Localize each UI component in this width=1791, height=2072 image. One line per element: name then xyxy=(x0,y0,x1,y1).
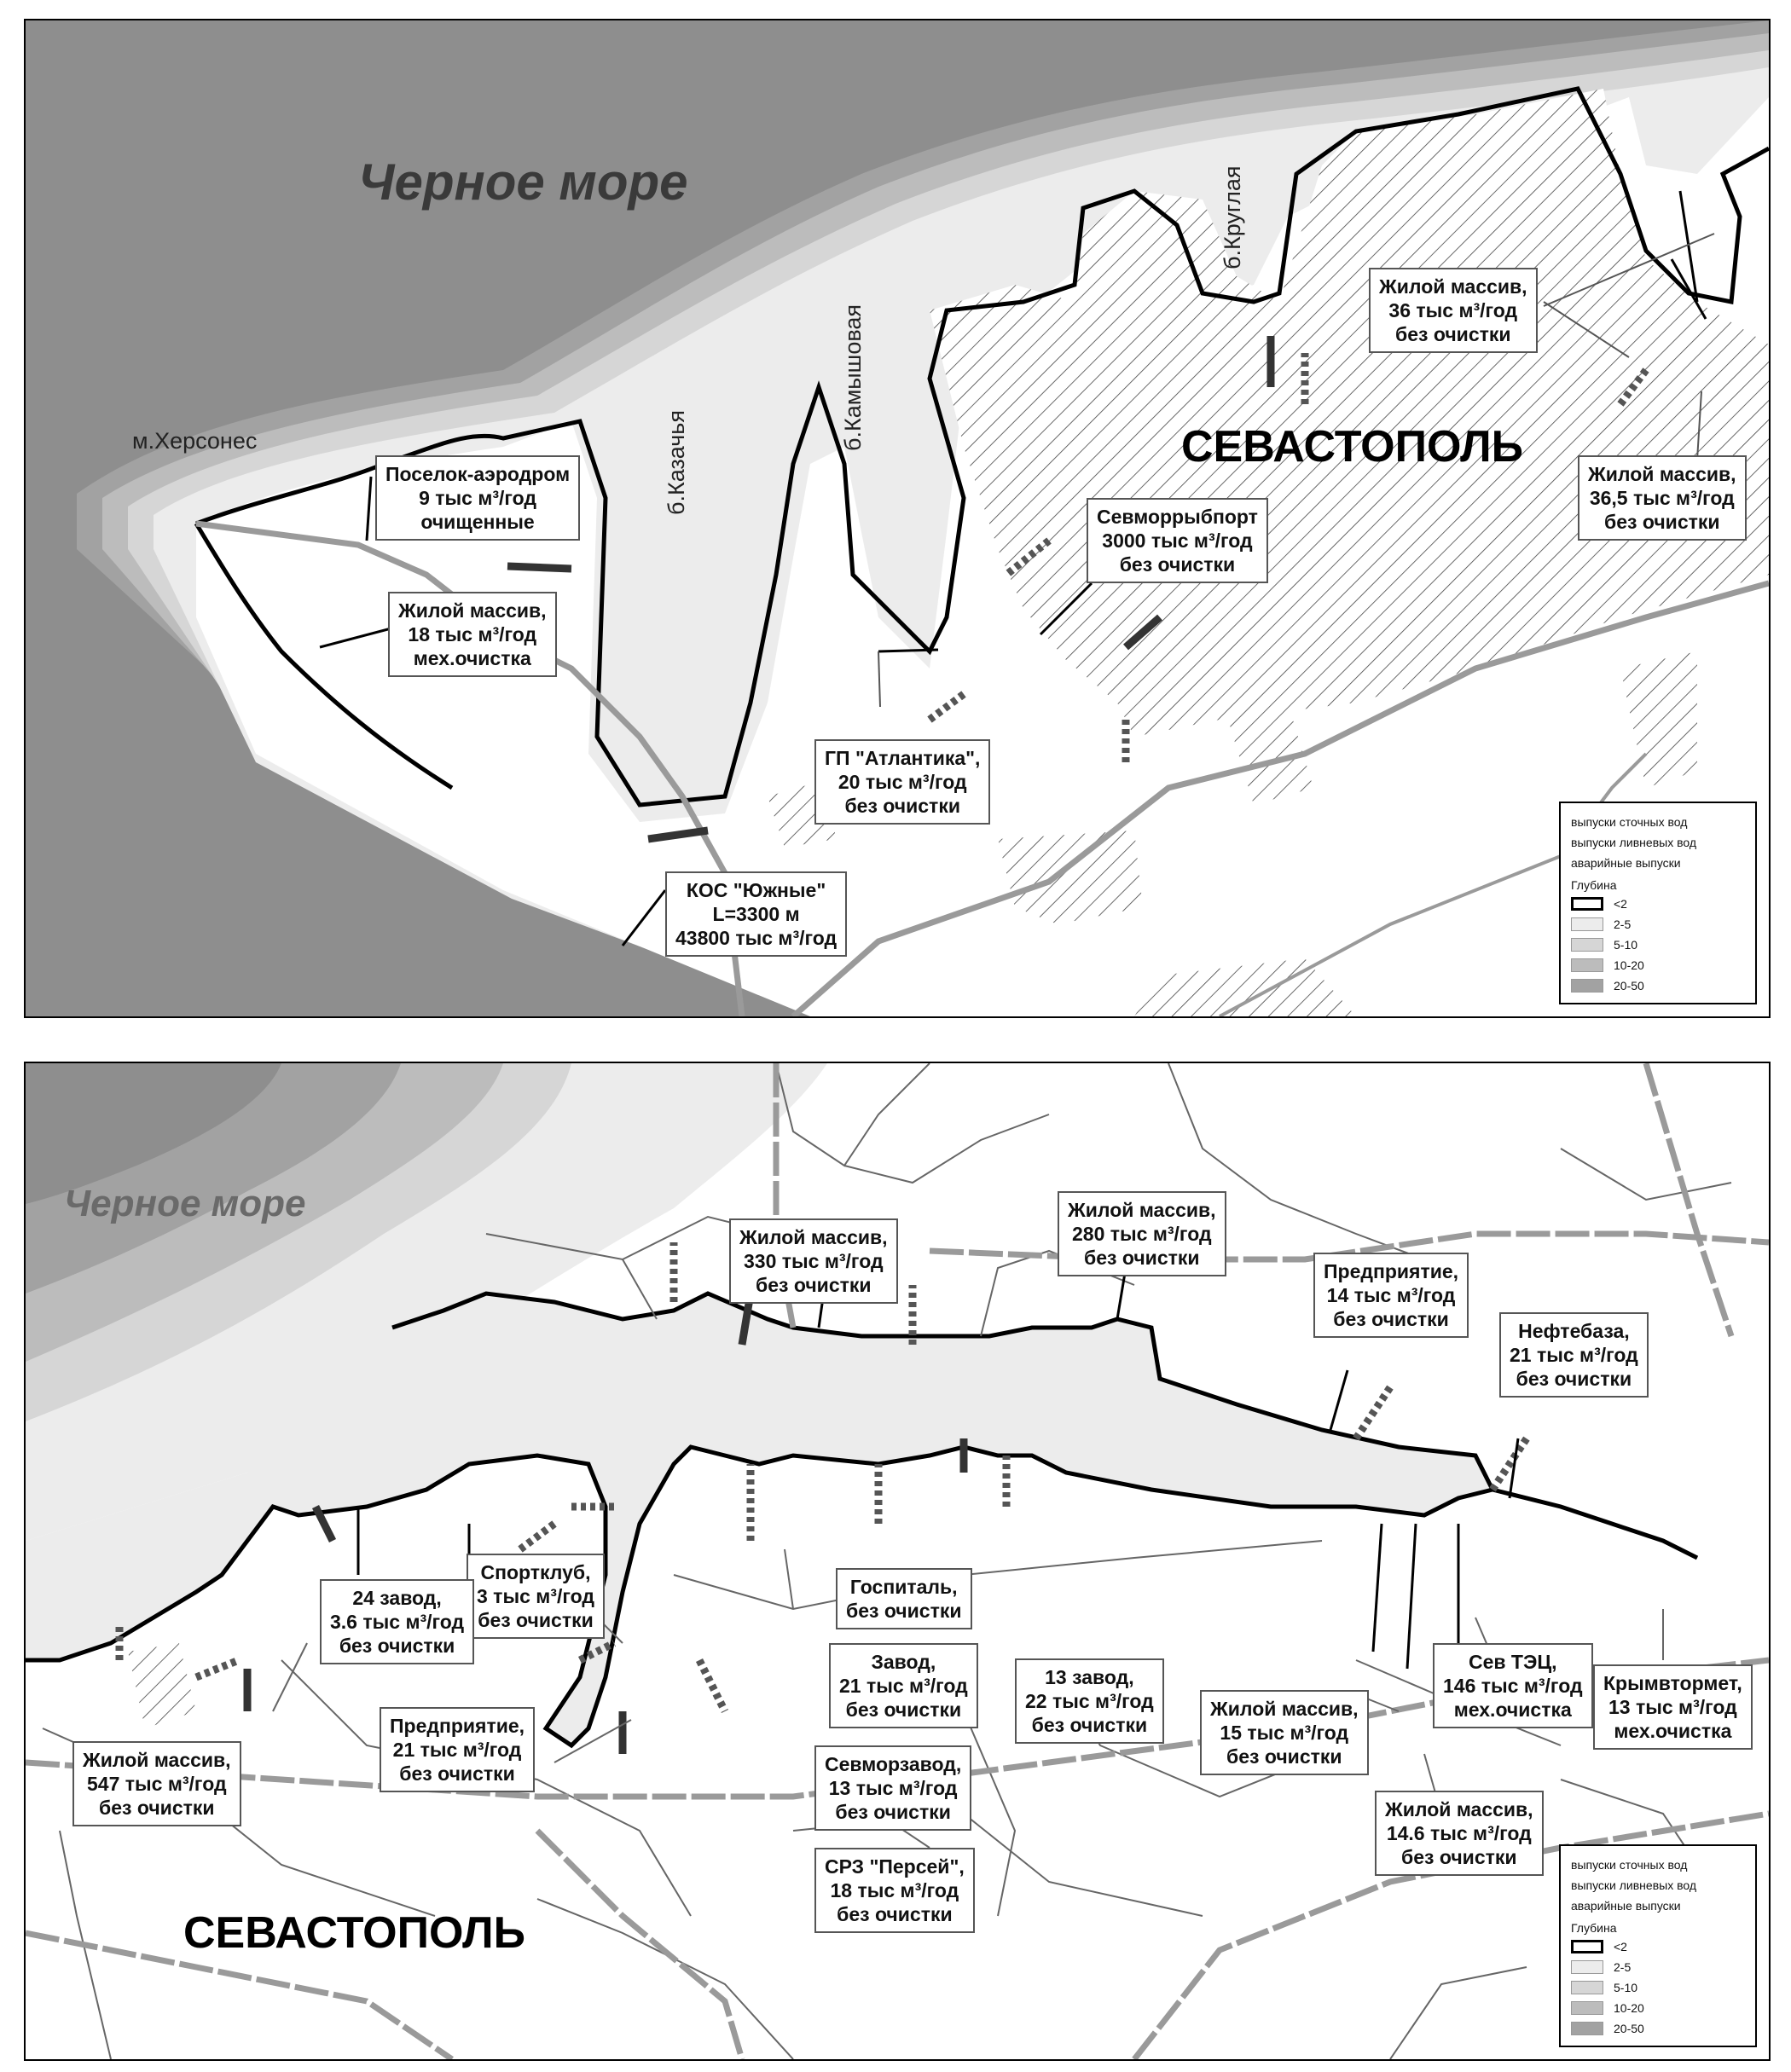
legend-item-storm: выпуски ливневых вод xyxy=(1571,1875,1747,1895)
legend-depth-3: 10-20 xyxy=(1571,955,1747,975)
legend-top xyxy=(1559,802,1757,1004)
legend-depth-title: Глубина xyxy=(1571,1921,1617,1935)
legend-depth-0: <2 xyxy=(1571,894,1747,914)
callout-atlantika: ГП "Атлантика", 20 тыс м³/год без очистки xyxy=(814,739,990,825)
callout-residential-14-6: Жилой массив, 14.6 тыс м³/год без очистки xyxy=(1375,1791,1544,1876)
place-kazachya: б.Казачья xyxy=(664,410,689,515)
callout-residential-280: Жилой массив, 280 тыс м³/год без очистки xyxy=(1058,1191,1226,1276)
map-bottom xyxy=(24,1062,1771,2061)
legend-depth-1: 2-5 xyxy=(1571,914,1747,935)
legend-depth-0: <2 xyxy=(1571,1936,1747,1957)
city-label: СЕВАСТОПОЛЬ xyxy=(1181,422,1524,472)
legend-bottom xyxy=(1559,1844,1757,2047)
callout-enterprise-14: Предприятие, 14 тыс м³/год без очистки xyxy=(1313,1253,1469,1338)
sea-title: Черное море xyxy=(64,1183,306,1224)
callout-zavod-24: 24 завод, 3.6 тыс м³/год без очистки xyxy=(320,1579,474,1664)
callout-residential-18: Жилой массив, 18 тыс м³/год мех.очистка xyxy=(388,592,557,677)
legend-depth-4: 20-50 xyxy=(1571,2018,1747,2039)
callout-enterprise-21: Предприятие, 21 тыс м³/год без очистки xyxy=(380,1707,535,1792)
callout-sevmorzavod: Севморзавод, 13 тыс м³/год без очистки xyxy=(814,1745,971,1831)
callout-residential-330: Жилой массив, 330 тыс м³/год без очистки xyxy=(729,1218,898,1304)
legend-item-emergency: аварийные выпуски xyxy=(1571,1895,1747,1916)
legend-item-sewage: выпуски сточных вод xyxy=(1571,812,1747,832)
callout-sevmorrybport: Севморрыбпорт 3000 тыс м³/год без очистки xyxy=(1087,498,1268,583)
emergency-arrow-icon xyxy=(1561,1846,1771,2061)
place-kruglaya: б.Круглая xyxy=(1220,165,1245,269)
callout-zavod-21: Завод, 21 тыс м³/год без очистки xyxy=(829,1643,978,1728)
map-top-canvas xyxy=(26,20,1769,1016)
callout-sportclub: Спортклуб, 3 тыс м³/год без очистки xyxy=(467,1554,605,1639)
legend-depth-1: 2-5 xyxy=(1571,1957,1747,1977)
callout-zavod-13: 13 завод, 22 тыс м³/год без очистки xyxy=(1015,1658,1164,1744)
legend-item-emergency: аварийные выпуски xyxy=(1571,853,1747,873)
emergency-arrow-icon xyxy=(1561,803,1771,1018)
place-kamyshovaya: б.Камышовая xyxy=(840,304,866,451)
legend-depth-2: 5-10 xyxy=(1571,1977,1747,1998)
map-top xyxy=(24,19,1771,1018)
legend-item-storm: выпуски ливневых вод xyxy=(1571,832,1747,853)
callout-residential-36-5: Жилой массив, 36,5 тыс м³/год без очистки xyxy=(1578,455,1747,541)
callout-krymvtormet: Крымвтормет, 13 тыс м³/год мех.очистка xyxy=(1593,1664,1753,1750)
callout-residential-36: Жилой массив, 36 тыс м³/год без очистки xyxy=(1369,268,1538,353)
legend-depth-3: 10-20 xyxy=(1571,1998,1747,2018)
callout-sev-tec: Сев ТЭЦ, 146 тыс м³/год мех.очистка xyxy=(1433,1643,1593,1728)
callout-neftebaza: Нефтебаза, 21 тыс м³/год без очистки xyxy=(1499,1312,1649,1398)
callout-hospital: Госпиталь, без очистки xyxy=(836,1568,972,1629)
callout-residential-15: Жилой массив, 15 тыс м³/год без очистки xyxy=(1200,1690,1369,1775)
callout-poselok-aerodrom: Поселок-аэродром 9 тыс м³/год очищенные xyxy=(375,455,580,541)
place-khersones: м.Херсонес xyxy=(132,428,258,454)
emergency-outlet-arrow xyxy=(507,566,571,569)
callout-kos-yuzhnye: КОС "Южные" L=3300 м 43800 тыс м³/год xyxy=(665,871,847,957)
legend-item-sewage: выпуски сточных вод xyxy=(1571,1855,1747,1875)
callout-srz-persey: СРЗ "Персей", 18 тыс м³/год без очистки xyxy=(814,1848,975,1933)
legend-depth-title: Глубина xyxy=(1571,878,1617,892)
callout-residential-547: Жилой массив, 547 тыс м³/год без очистки xyxy=(72,1741,241,1826)
city-label: СЕВАСТОПОЛЬ xyxy=(183,1908,526,1958)
sea-title: Черное море xyxy=(358,153,688,211)
sewage-outlet-arrow xyxy=(878,650,938,651)
legend-depth-4: 20-50 xyxy=(1571,975,1747,996)
legend-depth-2: 5-10 xyxy=(1571,935,1747,955)
